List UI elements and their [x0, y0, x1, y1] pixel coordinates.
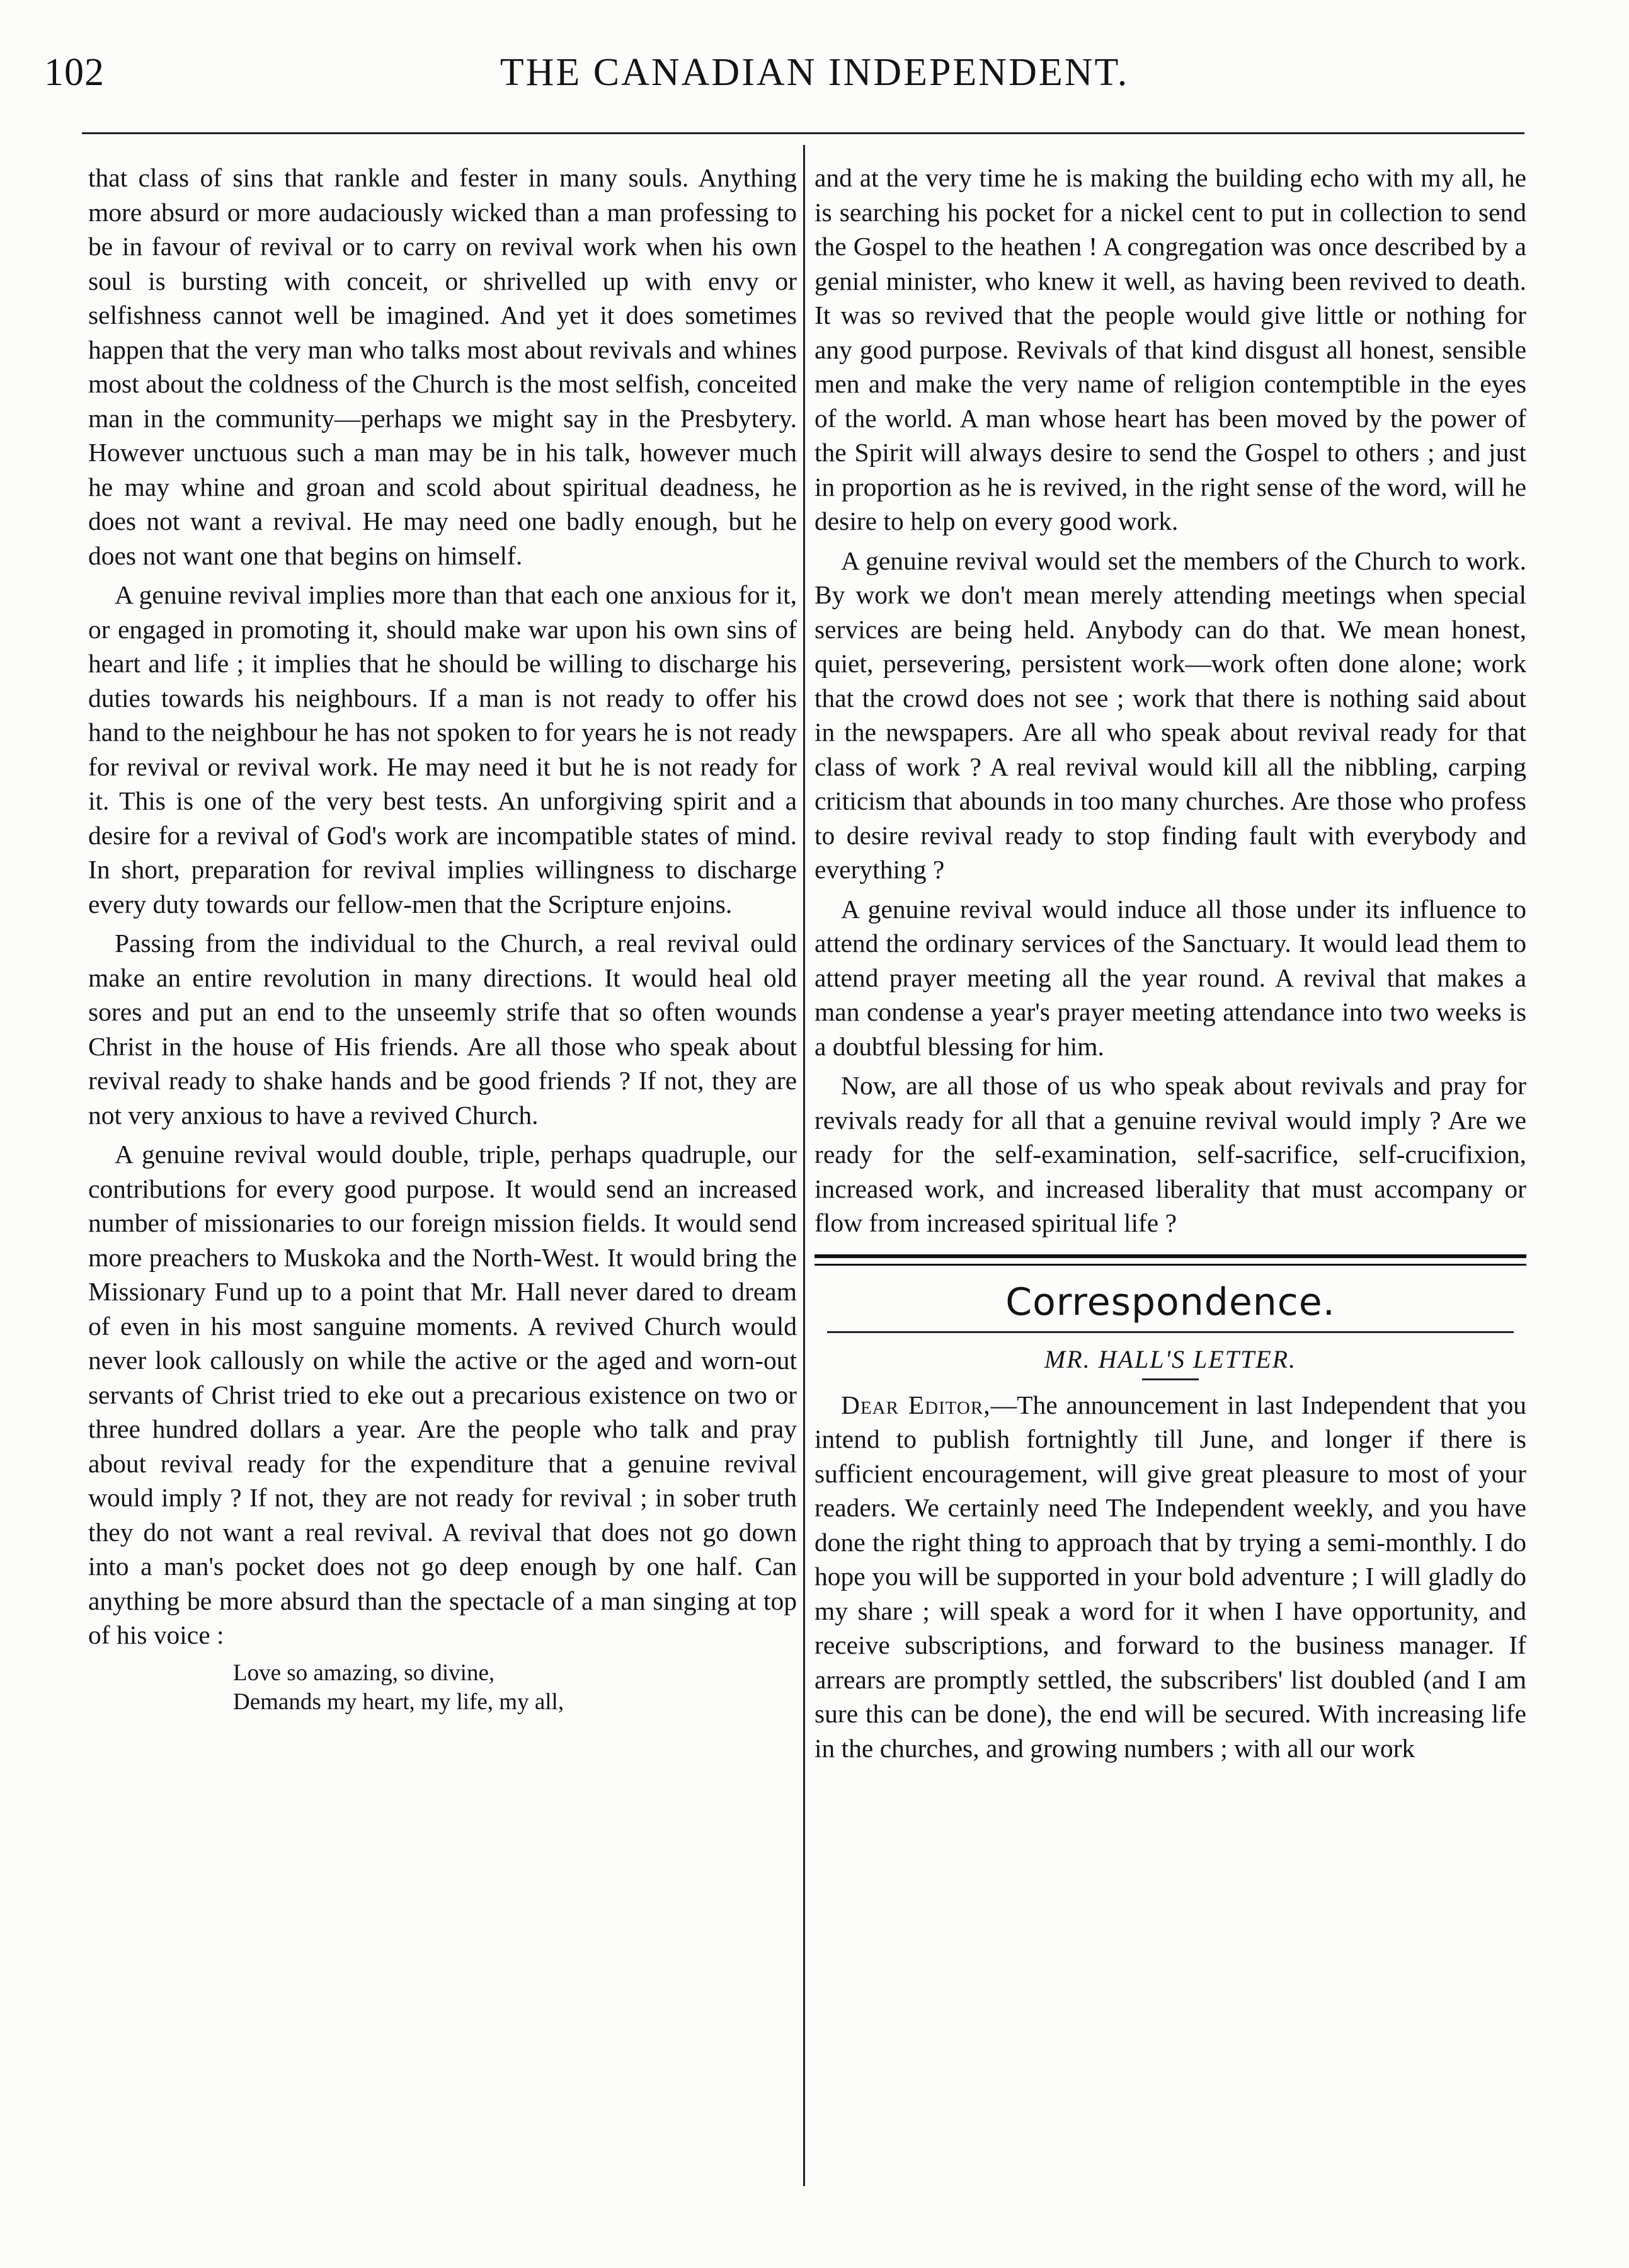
letter-title: MR. HALL'S LETTER. — [1044, 1344, 1297, 1373]
hymn-quotation — [233, 1659, 797, 1717]
section-divider — [814, 1254, 1526, 1266]
article-paragraph: Passing from the individual to the Church, a real revival ould make an entire revolution in many directions. It would heal old sores and put an end to the unseemly strife that so often wounds Christ in the house of His friends. Are all those who speak about revival ready to shake hands and be good friends ? If not, they are not very anxious to have a revived Church. — [88, 929, 797, 1130]
article-paragraph: A genuine revival would double, triple, perhaps quadruple, our contributions for every good purpose. It would send an increased number of missionaries to our foreign mission fields. It would send more preachers to Muskoka and the North-West. It would bring the Missionary Fund up to a point that Mr. Hall never dared to dream of even in his most sanguine moments. A revived Church would never look callously on while the active or the aged and worn-out servants of Christ tried to eke out a precarious existence on two or three hundred dollars a year. Are the people who talk and pray about revival ready for the expenditure that a genuine revival would imply ? If not, they are not ready for revival ; in sober truth they do not want a real revival. A revival that does not go down into a man's pocket does not go deep enough by one half. Can anything be more absurd than the spectacle of a man singing at top of his voice : — [88, 1140, 797, 1649]
title-rule — [1142, 1378, 1199, 1380]
article-paragraph: and at the very time he is making the building echo with my all, he is searching his pocket for a nickel cent to put in collection to send the Gospel to the heathen ! A congregation was once described by a genial minister, who knew it well, as having been revived to death. It was so revived that the people would give little or nothing for any good purpose. Revivals of that kind disgust all honest, sensible men and make the very name of religion contemptible in the eyes of the world. A man whose heart has been moved by the power of the Spirit will always desire to send the Gospel to others ; and just in proportion as he is revived, in the right sense of the word, will he desire to help on every good work. — [814, 163, 1526, 536]
letter-body: —The announcement in last Independent that you intend to publish fortnightly till June, and longer if there is sufficient encouragement, will give great pleasure to most of your readers. We certainly need The Independent weekly, and you have done the right thing to approach that by trying a semi-monthly. I do hope you will be supported in your bold adventure ; I will gladly do my share ; will speak a word for it when I have opportunity, and receive subscriptions, and forward to the business manager. If arrears are promptly settled, the subscribers' list doubled (and I am sure this can be done), the end will be secured. With increasing life in the churches, and growing numbers ; with all our work — [814, 1390, 1526, 1763]
article-paragraph: Now, are all those of us who speak about revivals and pray for revivals ready for all that a genuine revival would imply ? Are we ready for the self-examination, self-sacrifice, self-crucifixion, increased work, and increased liberality that must accompany or flow from increased spiritual life ? — [814, 1071, 1526, 1237]
hymn-line: Love so amazing, so divine, — [233, 1659, 495, 1686]
section-heading: Correspondence. — [1005, 1280, 1335, 1324]
left-column — [88, 161, 797, 1717]
page-number: 102 — [44, 51, 105, 94]
header-rule — [82, 132, 1524, 134]
journal-title: THE CANADIAN INDEPENDENT. — [500, 51, 1129, 94]
letter-salutation: Dear Editor, — [841, 1390, 991, 1419]
column-divider — [803, 145, 805, 2186]
article-paragraph: A genuine revival implies more than that each one anxious for it, or engaged in promoting it, should make war upon his own sins of heart and life ; it implies that he should be willing to discharge his duties towards his neighbours. If a man is not ready to offer his hand to the neighbour he has not spoken to for years he is not ready for revival or revival work. He may need it but he is not ready for it. This is one of the very best tests. An unforgiving spirit and a desire for a revival of God's work are incompatible states of mind. In short, preparation for revival implies willingness to discharge every duty towards our fellow-men that the Scripture enjoins. — [88, 580, 797, 919]
page-header — [0, 50, 1629, 107]
right-column — [814, 161, 1526, 1770]
hymn-line: Demands my heart, my life, my all, — [233, 1688, 564, 1715]
article-paragraph: A genuine revival would set the members of the Church to work. By work we don't mean merely attending meetings when special services are being held. Anybody can do that. We mean honest, quiet, persevering, persistent work—work often done alone; work that the crowd does not see ; work that there is nothing said about in the newspapers. Are all who speak about revival ready for that class of work ? A real revival would kill all the nibbling, carping criticism that abounds in too many churches. Are those who profess to desire revival ready to stop finding fault with everybody and everything ? — [814, 546, 1526, 884]
article-paragraph: that class of sins that rankle and fester in many souls. Anything more absurd or more audaciously wicked than a man professing to be in favour of revival or to carry on revival work when his own soul is bursting with conceit, or shrivelled up with envy or selfishness cannot well be imagined. And yet it does sometimes happen that the very man who talks most about revivals and whines most about the coldness of the Church is the most selfish, conceited man in the community—perhaps we might say in the Presbytery. However unctuous such a man may be in his talk, however much he may whine and groan and scold about spiritual deadness, he does not want a revival. He may need one badly enough, but he does not want one that begins on himself. — [88, 163, 797, 570]
article-paragraph: A genuine revival would induce all those under its influence to attend the ordinary services of the Sanctuary. It would lead them to attend prayer meeting all the year round. A revival that makes a man condense a year's prayer meeting attendance into two weeks is a doubtful blessing for him. — [814, 894, 1526, 1061]
heading-rule — [827, 1331, 1514, 1333]
letter-paragraph — [814, 1388, 1526, 1766]
